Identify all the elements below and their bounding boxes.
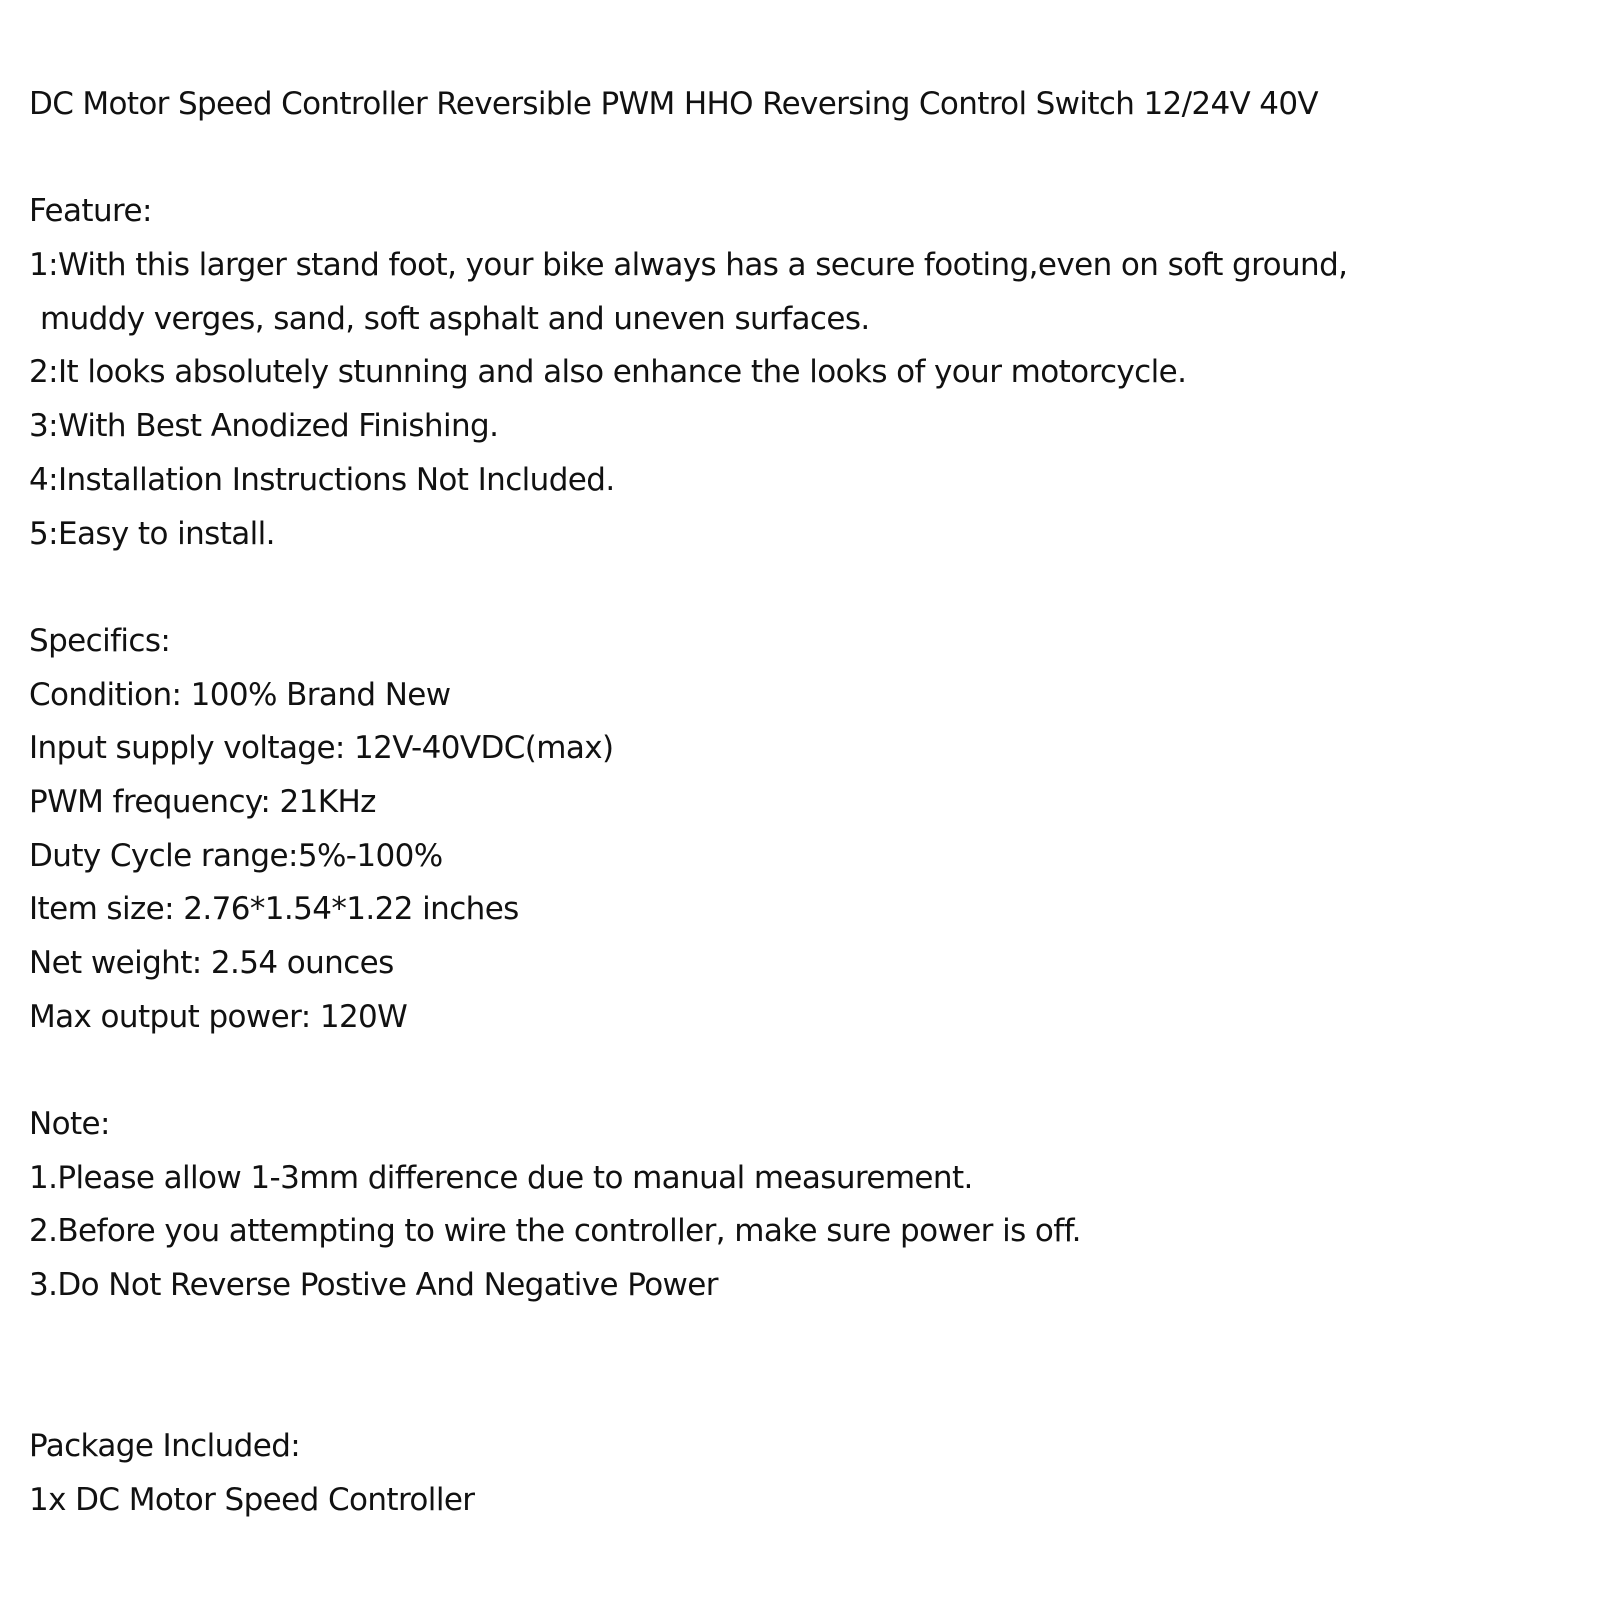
feature-item-4: 4:Installation Instructions Not Included.	[29, 461, 615, 498]
feature-item-5: 5:Easy to install.	[29, 515, 275, 552]
spec-pwm-frequency: PWM frequency: 21KHz	[29, 783, 376, 820]
note-item-2: 2.Before you attempting to wire the controller, make sure power is off.	[29, 1213, 1081, 1250]
feature-item-1: 1:With this larger stand foot, your bike always has a secure footing,even on soft ground,	[29, 247, 1348, 284]
page-title: DC Motor Speed Controller Reversible PWM HHO Reversing Control Switch 12/24V 40V	[29, 86, 1318, 122]
product-description	[29, 78, 1589, 1528]
spec-item-size: Item size: 2.76*1.54*1.22 inches	[29, 891, 519, 928]
note-item-3: 3.Do Not Reverse Postive And Negative Power	[29, 1267, 718, 1304]
specifics-heading: Specifics:	[29, 622, 171, 659]
feature-section	[29, 185, 1589, 561]
note-heading: Note:	[29, 1106, 110, 1143]
spacer	[29, 1044, 1589, 1098]
spec-duty-cycle: Duty Cycle range:5%-100%	[29, 837, 443, 874]
spacer	[29, 132, 1589, 186]
feature-item-3: 3:With Best Anodized Finishing.	[29, 408, 499, 445]
spec-net-weight: Net weight: 2.54 ounces	[29, 945, 394, 981]
spacer	[29, 561, 1589, 615]
spec-input-voltage: Input supply voltage: 12V-40VDC(max)	[29, 730, 614, 767]
specifics-section	[29, 615, 1589, 1045]
feature-item-1-continued: muddy verges, sand, soft asphalt and uneven surfaces.	[40, 300, 870, 337]
spec-max-output: Max output power: 120W	[29, 998, 408, 1035]
feature-item-2: 2:It looks absolutely stunning and also enhance the looks of your motorcycle.	[29, 354, 1187, 391]
package-heading: Package Included:	[29, 1428, 301, 1465]
note-section	[29, 1098, 1589, 1313]
feature-heading: Feature:	[29, 193, 152, 230]
note-item-1: 1.Please allow 1-3mm difference due to manual measurement.	[29, 1159, 973, 1196]
spec-condition: Condition: 100% Brand New	[29, 676, 451, 713]
spacer	[29, 1313, 1589, 1420]
package-section	[29, 1420, 1589, 1527]
package-item-1: 1x DC Motor Speed Controller	[29, 1481, 475, 1518]
